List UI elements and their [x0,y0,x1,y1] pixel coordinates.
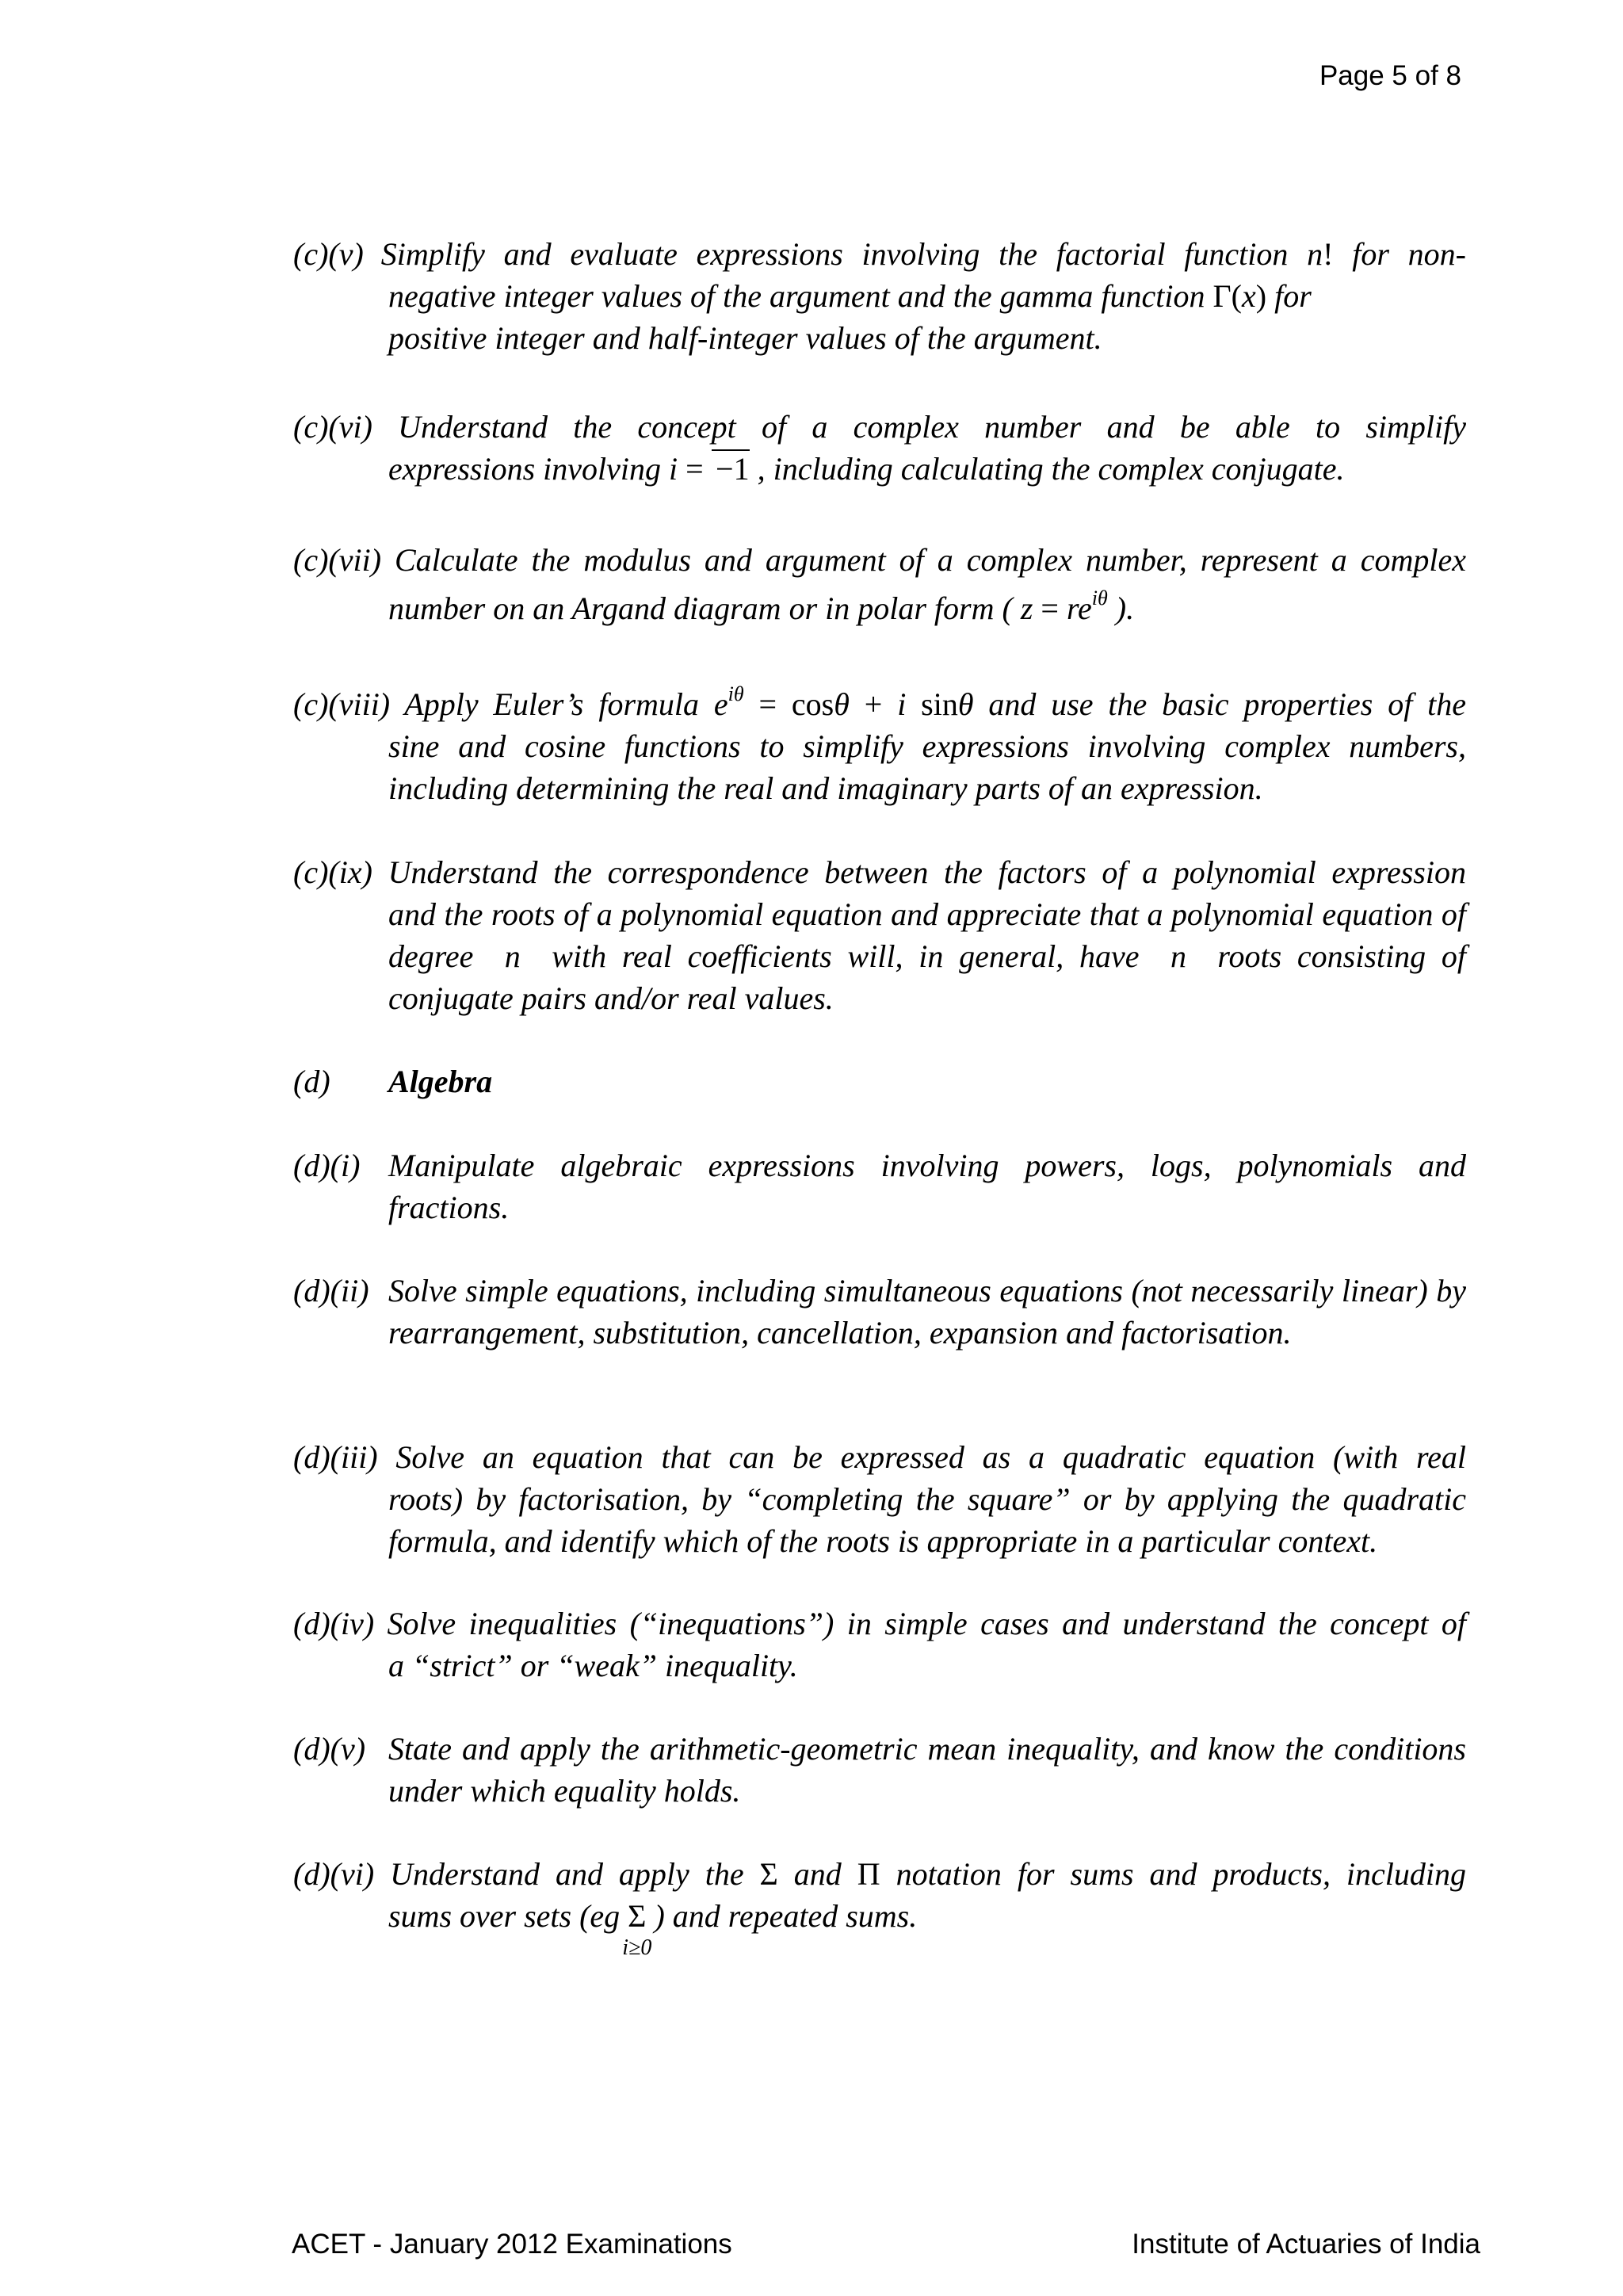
item-label: (c)(v) [293,236,364,272]
item-label: (d)(i) [293,1148,361,1183]
item-rest: expressions involving i = −1 , including calculating the complex conjugate. [388,451,1345,487]
item-first-line: (c)(viii) Apply Euler’s formula $e^{i\theta} = \cos\theta + i$ sinθ and use the basic properties of the [293,682,1467,722]
item-label: (c)(vi) [293,409,372,445]
item-label: (c)(vii) [293,542,382,578]
item-rest: sums over sets (eg Σ i≥0 ) and repeated sums. [388,1895,1466,1937]
section-heading: Algebra [388,1064,493,1099]
syllabus-item-dvi [293,1853,1466,1960]
syllabus-item-div [293,1603,1466,1687]
syllabus-item-dv [293,1728,1466,1812]
item-rest: number on an Argand diagram or in polar form ( $z = re^{i\theta}$ ). [388,586,1135,626]
page-number: Page 5 of 8 [1319,60,1461,91]
item-label: (d)(iv) [293,1606,375,1641]
syllabus-item-cv [293,233,1466,359]
item-first-line: (c)(v) Simplify and evaluate expressions involving the factorial function n! for non- [293,236,1466,272]
item-first-line: (c)(ix) Understand the correspondence between the factors of a polynomial expression [293,854,1466,890]
item-rest: sine and cosine functions to simplify expressions involving complex numbers, including determining the real and imaginary parts of an expression. [388,728,1466,806]
item-text: State and apply the arithmetic-geometric mean inequality, and know the conditions under which equality holds. [388,1731,1466,1809]
item-first-line: (d)(iv) Solve inequalities (“inequations”) in simple cases and understand the concept of [293,1606,1466,1641]
item-first-line: (c)(vii) Calculate the modulus and argument of a complex number, represent a complex [293,542,1466,578]
footer-exam-title: ACET - January 2012 Examinations [292,2229,732,2260]
syllabus-item-di [293,1144,1466,1228]
item-rest: a “strict” or “weak” inequality. [388,1648,798,1683]
item-first-line: (d)(iii) Solve an equation that can be expressed as a quadratic equation (with real [293,1439,1466,1475]
syllabus-item-cviii [293,683,1466,809]
item-text: Solve simple equations, including simultaneous equations (not necessarily linear) by rearrangement, substitution, cancellation, expansion and factorisation. [388,1273,1466,1350]
item-label: (d)(iii) [293,1439,378,1475]
item-text: Manipulate algebraic expressions involving powers, logs, polynomials and fractions. [388,1148,1466,1225]
item-label: (d) [293,1064,330,1099]
item-rest: and the roots of a polynomial equation and appreciate that a polynomial equation of degree n with real coefficients will, in general, have n roots consisting of conjugate pairs and/or real values. [388,896,1466,1016]
syllabus-item-dii [293,1270,1466,1354]
item-label: (c)(ix) [293,854,372,890]
item-first-line: (d)(vi) Understand and apply the Σ and Π notation for sums and products, including [293,1856,1466,1892]
footer-institute: Institute of Actuaries of India [1132,2229,1480,2260]
item-rest: negative integer values of the argument and the gamma function Γ(x) for positive integer and half-integer values of the argument. [388,278,1312,356]
syllabus-item-cvii [293,539,1466,629]
item-label: (d)(ii) [293,1273,369,1308]
syllabus-item-cvi [293,406,1466,490]
item-label: (d)(vi) [293,1856,375,1892]
syllabus-item-cix [293,851,1466,1019]
item-first-line: (c)(vi) Understand the concept of a complex number and be able to simplify [293,409,1466,445]
section-d-heading [293,1060,1466,1102]
item-label: (d)(v) [293,1731,366,1767]
syllabus-item-diii [293,1436,1466,1562]
item-label: (c)(viii) [293,686,391,722]
item-rest: roots) by factorisation, by “completing the square” or by applying the quadratic formula, and identify which of the roots is appropriate in a particular context. [388,1481,1466,1559]
sum-symbol: Σ i≥0 [622,1898,652,1960]
